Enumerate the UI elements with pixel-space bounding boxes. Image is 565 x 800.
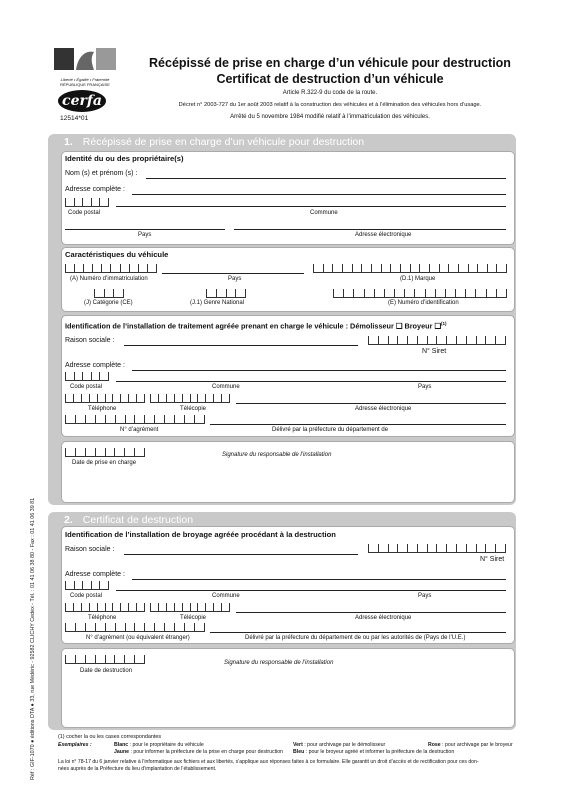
destruction-phone-field[interactable] <box>65 603 145 612</box>
destruction-fax-field[interactable] <box>150 603 230 612</box>
copy-blue-text: : pour le broyeur agréé et informer la préfecture de la destruction <box>305 749 455 755</box>
facility-fax-label: Télécopie <box>180 406 207 412</box>
vehicle-country-label: Pays <box>228 276 242 282</box>
copy-white: Blanc <box>114 742 129 748</box>
owner-postal-code-label: Code postal <box>68 210 101 216</box>
destruction-issued-by-field[interactable] <box>210 632 506 633</box>
marianne-icon <box>54 46 116 72</box>
marianne-logo <box>54 46 116 86</box>
copy-blue: Bleu <box>293 749 305 755</box>
facility-email-field[interactable] <box>236 403 506 404</box>
facility-country-label: Pays <box>418 384 432 390</box>
signature-label-2: Signature du responsable de l’installation <box>224 660 334 666</box>
destruction-siret-field[interactable] <box>368 544 506 553</box>
copy-green-text: : pour archivage par le démolisseur <box>304 742 386 748</box>
facility-siret-field[interactable] <box>368 336 506 345</box>
title-line-1: Récépissé de prise en charge d’un véhicule pour destruction <box>149 56 511 70</box>
facility-company-field[interactable] <box>124 345 358 346</box>
section-2-banner <box>56 514 516 526</box>
owner-name-label: Nom (s) et prénom (s) : <box>65 170 138 177</box>
destruction-email-label: Adresse électronique <box>355 615 412 621</box>
side-reference: Réf : GIF-1070 ● éditions DTA ● 33, rue Médéric - 92582 CLICHY Cedex - Tél. : 01 41 06 38 80 - Fax : 01 41 06 39 81 <box>30 497 36 780</box>
reference-3: Arrêté du 5 novembre 1984 modifié relatif à l’immatriculation des véhicules. <box>230 114 430 120</box>
copy-white-text: : pour le propriétaire du véhicule <box>129 742 204 748</box>
category-field[interactable] <box>94 289 124 298</box>
section-2-title: Certificat de destruction <box>82 514 194 526</box>
owners-title: Identité du ou des propriétaire(s) <box>65 154 184 163</box>
facility-postal-code-label: Code postal <box>70 384 103 390</box>
vin-label: (E) Numéro d’identification <box>388 300 459 306</box>
facility-commune-label: Commune <box>212 384 240 390</box>
vehicle-title: Caractéristiques du véhicule <box>65 250 169 259</box>
owner-address-field-2[interactable] <box>116 206 506 207</box>
footnote-1: (1) cocher la ou les cases correspondantes <box>58 734 162 740</box>
owner-country-field[interactable] <box>65 229 225 230</box>
cerfa-logo: cerfa <box>58 90 106 112</box>
facility-email-label: Adresse électronique <box>355 406 412 412</box>
copy-pink-text: : pour archivage par le broyeur <box>442 742 513 748</box>
owner-email-field[interactable] <box>234 229 506 230</box>
law-notice-1: La loi n° 78-17 du 6 janvier relative à l’informatique aux fichiers et aux libertés, s’applique aux réponses faites à ce formulaire. Elle garantit un droit d’accès et de rectification pour ces don- <box>58 759 479 765</box>
destruction-address-label: Adresse complète : <box>65 571 125 578</box>
category-label: (J) Catégorie (CE) <box>84 300 133 306</box>
registration-label: (A) Numéro d’immatriculation <box>70 276 148 282</box>
pickup-date-field[interactable] <box>65 448 145 457</box>
destruction-issued-by-label: Délivré par la préfecture du département de ou par les autorités de (Pays de l’U.E.) <box>245 635 466 641</box>
law-notice-2: nées auprès de la Préfecture du lieu d’implantation de l’établissement. <box>58 766 217 772</box>
signature-label-1: Signature du responsable de l’installation <box>222 452 332 458</box>
reference-1: Article R.322-9 du code de la route. <box>282 90 378 96</box>
facility-footnote-mark: (1) <box>441 321 447 326</box>
marianne-republic: RÉPUBLIQUE FRANÇAISE <box>60 82 110 87</box>
owners-panel <box>61 151 515 245</box>
owner-country-label: Pays <box>138 232 152 238</box>
brand-label: (D.1) Marque <box>400 276 436 282</box>
facility-phone-label: Téléphone <box>88 406 117 412</box>
destruction-approval-label: N° d’agrément (ou équivalent étranger) <box>86 635 190 641</box>
destruction-address-field[interactable] <box>132 579 506 580</box>
facility-fax-field[interactable] <box>150 394 230 403</box>
destruction-fax-label: Télécopie <box>180 615 207 621</box>
form-number: 12514*01 <box>60 115 89 122</box>
facility-address-field-2[interactable] <box>116 381 506 382</box>
destruction-address-field-2[interactable] <box>116 590 506 591</box>
destruction-email-field[interactable] <box>236 612 506 613</box>
pickup-date-label: Date de prise en charge <box>72 460 137 466</box>
destruction-company-field[interactable] <box>124 554 358 555</box>
vin-field[interactable] <box>333 289 507 298</box>
owner-name-field[interactable] <box>146 178 506 179</box>
owner-address-label: Adresse complète : <box>65 186 125 193</box>
facility-approval-label: N° d’agrément <box>120 427 159 433</box>
facility-address-label: Adresse complète : <box>65 362 125 369</box>
owner-address-field[interactable] <box>132 194 506 195</box>
section-1-title: Récépissé de prise en charge d’un véhicule pour destruction <box>82 136 365 148</box>
facility-postal-code-field[interactable] <box>65 372 109 381</box>
owner-email-label: Adresse électronique <box>355 232 412 238</box>
destruction-facility-title: Identification de l’installation de broyage agréée procédant à la destruction <box>65 530 336 539</box>
destruction-siret-label: N° Siret <box>480 556 505 563</box>
destruction-approval-field[interactable] <box>65 623 205 632</box>
owner-postal-code-field[interactable] <box>65 198 109 207</box>
facility-company-label: Raison sociale : <box>65 337 115 344</box>
facility-approval-field[interactable] <box>65 415 205 424</box>
facility-title <box>65 321 447 330</box>
reference-2: Décret n° 2003-727 du 1er août 2003 relatif à la construction des véhicules et à l’élimination des véhicules hors d’usage. <box>178 102 482 108</box>
copy-yellow: Jaune <box>114 749 129 755</box>
destruction-postal-code-field[interactable] <box>65 581 109 590</box>
owner-commune-label: Commune <box>310 210 338 216</box>
facility-address-field[interactable] <box>132 370 506 371</box>
genre-field[interactable] <box>206 289 246 298</box>
copy-yellow-text: : pour informer la préfecture de la prise en charge pour destruction <box>130 749 283 755</box>
copies-label: Exemplaires : <box>58 742 92 748</box>
vehicle-country-field[interactable] <box>162 273 304 274</box>
genre-label: (J.1) Genre National <box>190 300 245 306</box>
section-1-banner <box>56 136 516 148</box>
destruction-phone-label: Téléphone <box>88 615 117 621</box>
section-1-number: 1. <box>64 136 73 148</box>
brand-field[interactable] <box>313 264 507 273</box>
registration-field[interactable] <box>65 264 157 273</box>
copies-row-1 <box>58 742 518 748</box>
title-line-2: Certificat de destruction d’un véhicule <box>216 72 444 86</box>
marianne-motto: Liberté • Égalité • Fraternité <box>60 77 110 82</box>
facility-siret-label: N° Siret <box>422 348 447 355</box>
facility-phone-field[interactable] <box>65 394 145 403</box>
destruction-company-label: Raison sociale : <box>65 546 115 553</box>
destruction-commune-label: Commune <box>212 593 240 599</box>
section-2-number: 2. <box>64 514 73 526</box>
copy-green: Vert <box>293 742 303 748</box>
facility-issued-by-label: Délivré par la préfecture du département de <box>272 427 389 433</box>
facility-issued-by-field[interactable] <box>210 424 506 425</box>
destruction-country-label: Pays <box>418 593 432 599</box>
copy-pink: Rose <box>428 742 441 748</box>
destruction-postal-code-label: Code postal <box>70 593 103 599</box>
destruction-date-field[interactable] <box>65 655 145 664</box>
destruction-date-label: Date de destruction <box>80 668 133 674</box>
facility-title-text: Identification de l’installation de traitement agréée prenant en charge le véhicule : Démolisseur ❑ Broyeur ❑ <box>65 321 442 331</box>
